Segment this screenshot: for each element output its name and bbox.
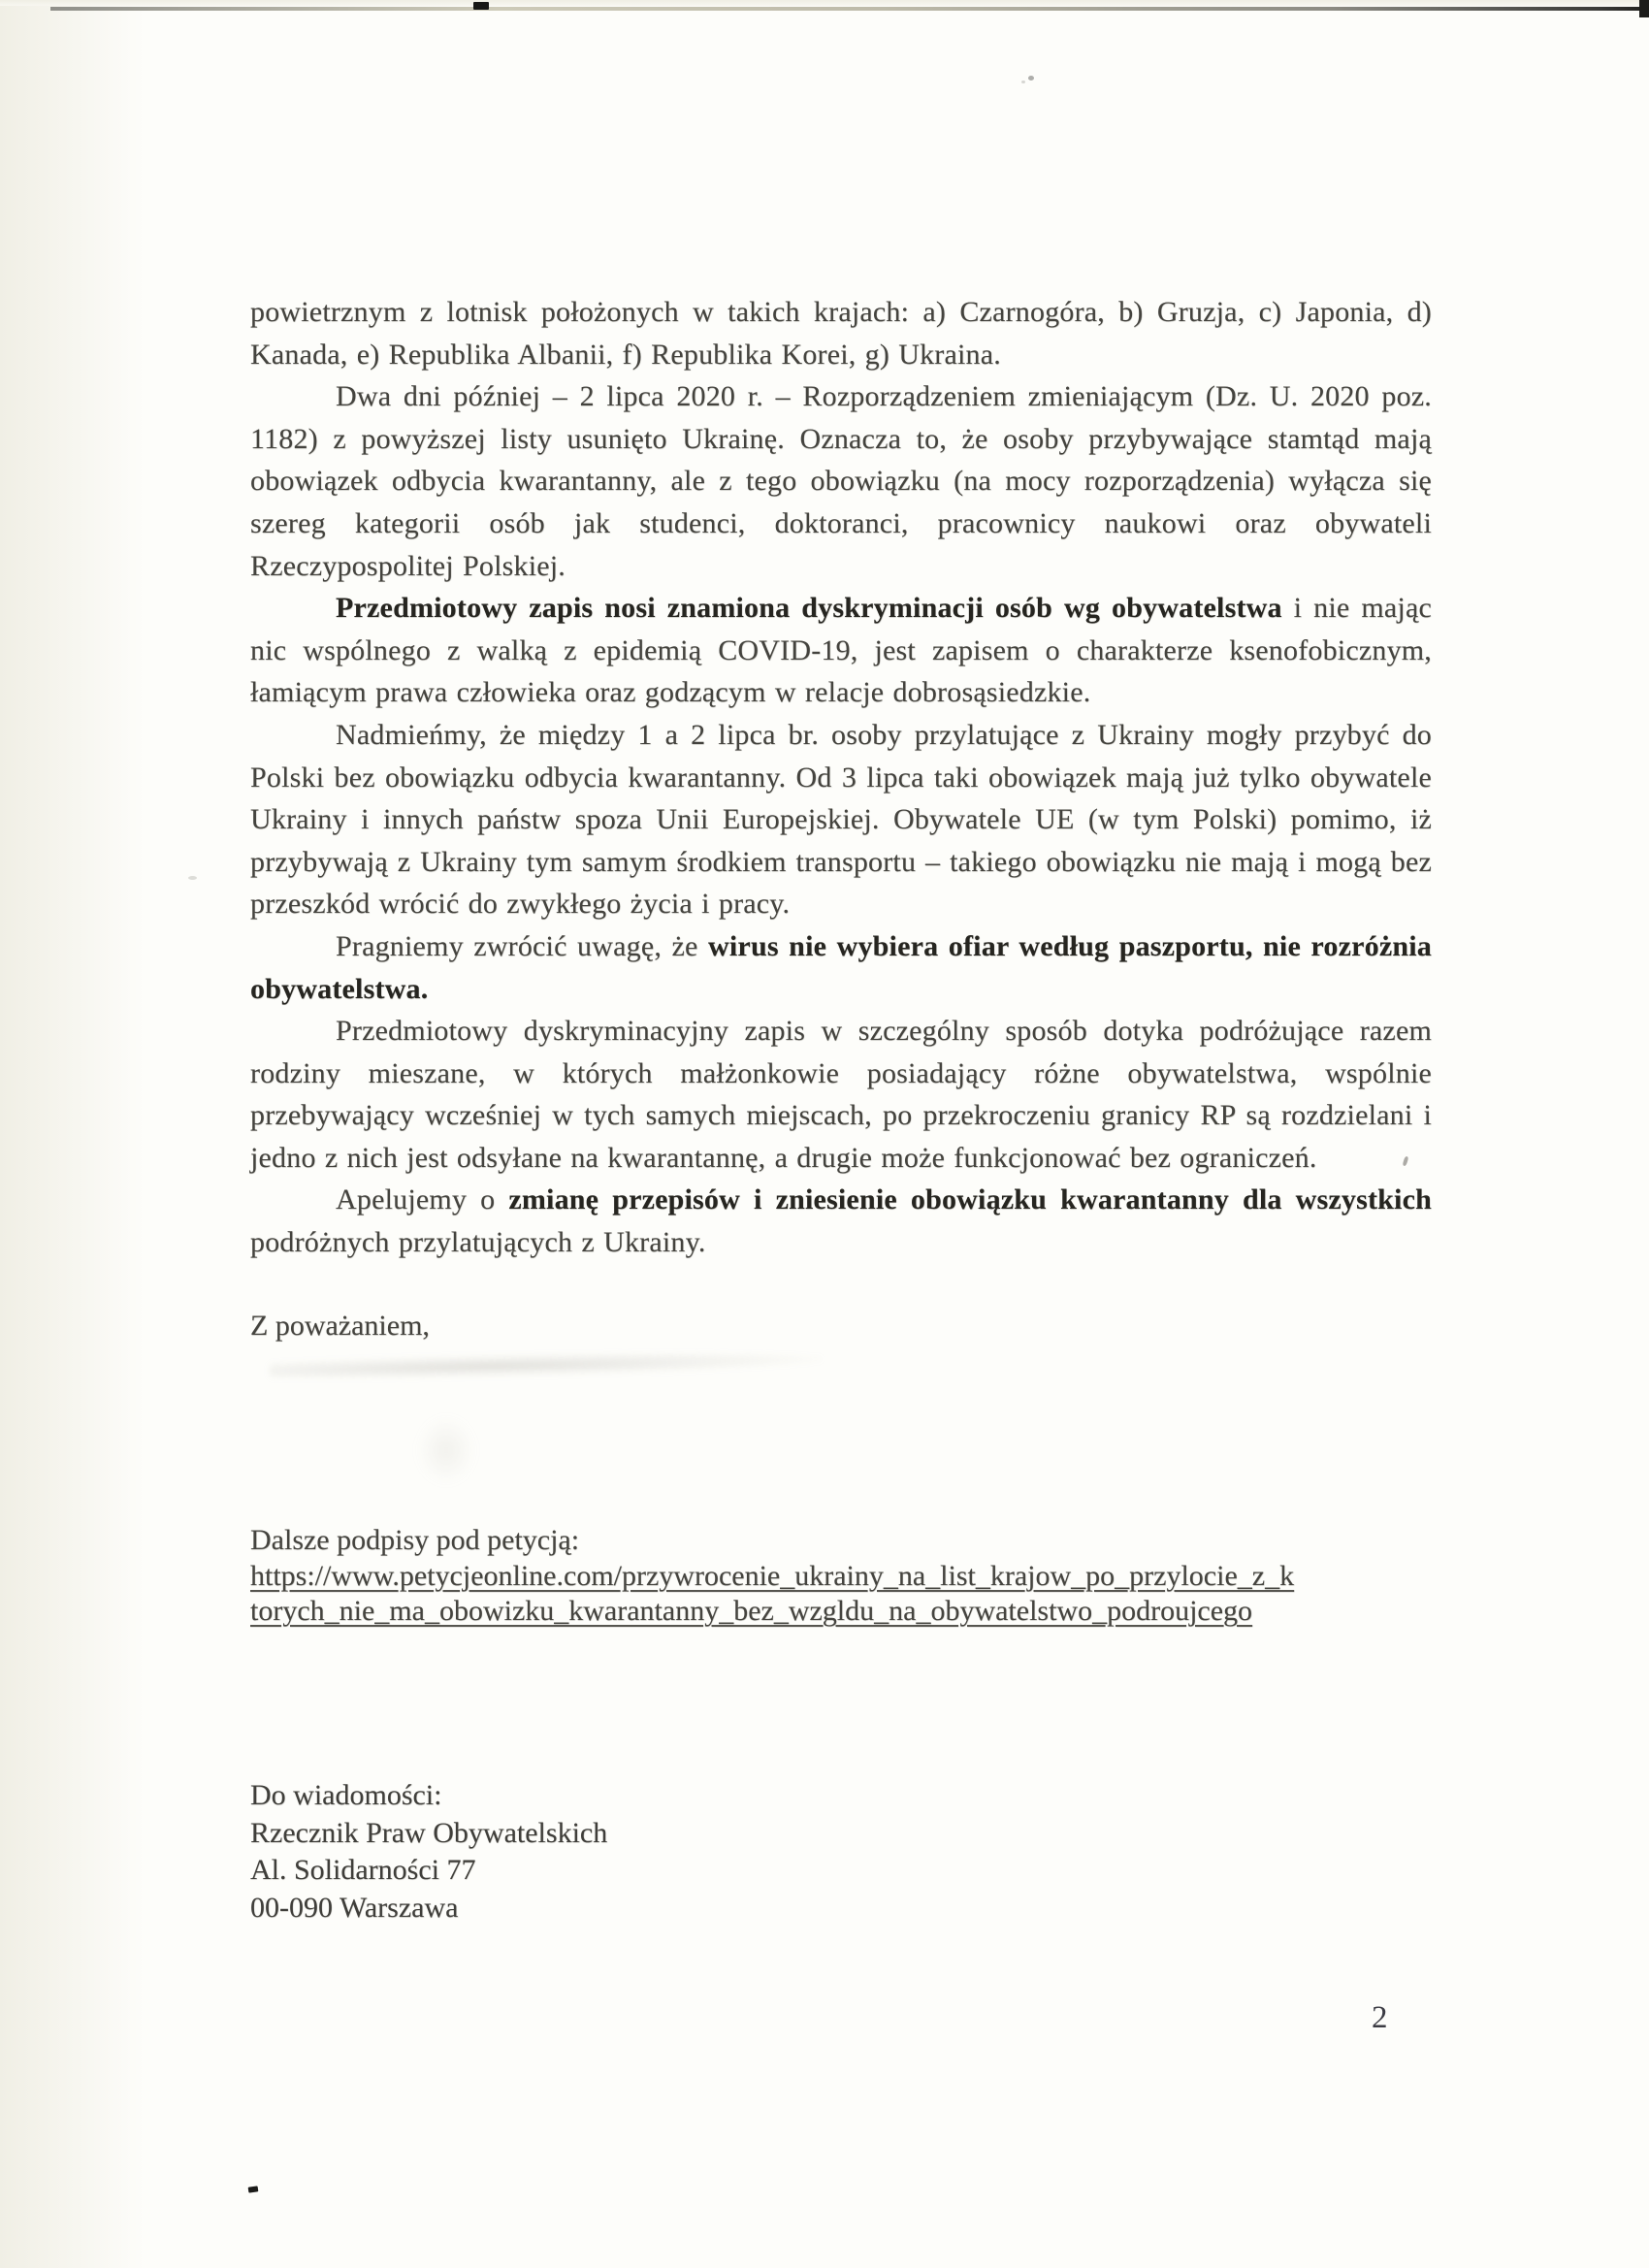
scan-artifact-top-line: [50, 7, 1649, 11]
letter-body: [250, 291, 1432, 1264]
paragraph-run: Nadmieńmy, że między 1 a 2 lipca br. osoby przylatujące z Ukrainy mogły przybyć do Polski bez obowiązku odbycia kwarantanny. Od 3 lipca taki obowiązek mają już tylko obywatele Ukrainy i innych państw spoza Unii Europejskiej. Obywatele UE (w tym Polski) pomimo, iż przybywają z Ukrainy tym samym środkiem transportu – takiego obowiązku nie mają i mogą bez przeszkód wrócić do zwykłego życia i pracy.: [250, 718, 1432, 921]
scan-artifact-blip: [473, 2, 489, 10]
paragraph: [250, 587, 1432, 714]
closing-salutation: Z poważaniem,: [250, 1310, 430, 1342]
page-number: 2: [1372, 2000, 1388, 2035]
paragraph-bold-run: zmianę przepisów i zniesienie obowiązku kwarantanny dla wszystkich: [508, 1183, 1432, 1216]
paragraph: [250, 925, 1432, 1010]
scan-artifact-corner: [1639, 0, 1649, 17]
scan-artifact-speck: [188, 876, 197, 880]
paragraph: [250, 1010, 1432, 1179]
cc-block: [250, 1777, 607, 1927]
paragraph-bold-run: Przedmiotowy zapis nosi znamiona dyskryminacji osób wg obywatelstwa: [336, 592, 1282, 625]
scan-artifact-dot: [248, 2186, 259, 2192]
scan-edge-left: [0, 0, 146, 2268]
scan-artifact-signature-smudge: [270, 1348, 823, 1381]
paragraph-run: podróżnych przylatujących z Ukrainy.: [250, 1226, 706, 1259]
paragraph-run: powietrznym z lotnisk położonych w takich krajach: a) Czarnogóra, b) Gruzja, c) Japonia, d) Kanada, e) Republika Albanii, f) Republika Korei, g) Ukraina.: [250, 296, 1432, 371]
cc-line: Rzecznik Praw Obywatelskich: [250, 1816, 608, 1849]
paragraph-run: Dwa dni później – 2 lipca 2020 r. – Rozporządzeniem zmieniającym (Dz. U. 2020 poz. 1182) z powyższej listy usunięto Ukrainę. Oznacza to, że osoby przybywające stamtąd mają obowiązek odbycia kwarantanny, ale z tego obowiązku (na mocy rozporządzenia) wyłącza się szereg kategorii osób jak studenci, doktoranci, pracownicy naukowi oraz obywateli Rzeczypospolitej Polskiej.: [250, 380, 1432, 582]
paragraph-run: Pragniemy zwrócić uwagę, że: [336, 929, 709, 962]
paragraph-bold-run: wirus nie wybiera ofiar według paszportu, nie rozróżnia obywatelstwa.: [250, 929, 1432, 1005]
paragraph: [250, 714, 1432, 925]
petition-block: [250, 1523, 1443, 1630]
scan-edge-top: [0, 0, 1649, 6]
scan-artifact-speck: [1028, 76, 1034, 81]
paragraph: [250, 375, 1432, 587]
paragraph: [250, 1179, 1432, 1263]
paragraph-run: i nie mając nic wspólnego z walką z epidemią COVID-19, jest zapisem o charakterze ksenofobicznym, łamiącym prawa człowieka oraz godzącym w relacje dobrosąsiedzkie.: [250, 592, 1432, 709]
paragraph-run: Przedmiotowy dyskryminacyjny zapis w szczególny sposób dotyka podróżujące razem rodziny mieszane, w których małżonkowie posiadający różne obywatelstwa, wspólnie przebywający wcześniej w tych samych miejscach, po przekroczeniu granicy RP są rozdzielani i jedno z nich jest odsyłane na kwarantannę, a drugie może funkcjonować bez ograniczeń.: [250, 1015, 1432, 1174]
paragraph-run: Apelujemy o: [336, 1183, 509, 1216]
cc-line: Al. Solidarności 77: [250, 1854, 476, 1886]
cc-line: 00-090 Warszawa: [250, 1891, 459, 1924]
petition-label: Dalsze podpisy pod petycją:: [250, 1524, 580, 1556]
cc-label: Do wiadomości:: [250, 1779, 442, 1811]
petition-url-line-2[interactable]: torych_nie_ma_obowizku_kwarantanny_bez_wzgldu_na_obywatelstwo_podroujcego: [250, 1595, 1253, 1627]
petition-url-line-1[interactable]: https://www.petycjeonline.com/przywrocenie_ukrainy_na_list_krajow_po_przylocie_z_k: [250, 1559, 1295, 1592]
scan-artifact-smudge: [417, 1416, 475, 1484]
paragraph: [250, 291, 1432, 375]
